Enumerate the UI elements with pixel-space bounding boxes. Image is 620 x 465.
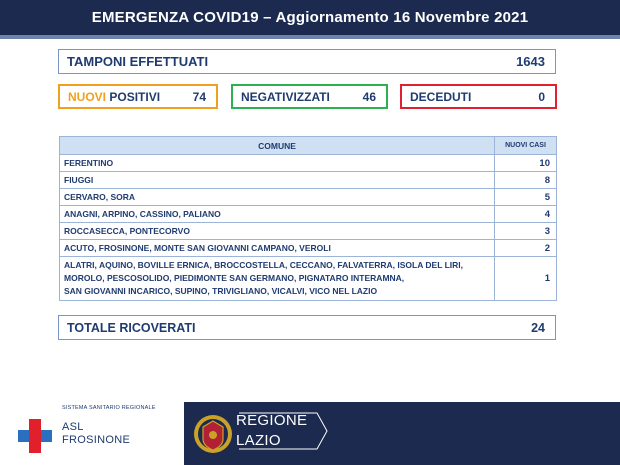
tamponi-box: [58, 49, 556, 74]
comune-header: COMUNE: [60, 137, 495, 155]
table-row: [60, 257, 557, 301]
deceduti-box: [400, 84, 557, 109]
comune-cell: ROCCASECCA, PONTECORVO: [60, 223, 495, 240]
nuovi-positivi-value: 74: [192, 89, 206, 104]
casi-cell: 3: [495, 223, 557, 240]
table-row: [60, 240, 557, 257]
negativizzati-label: NEGATIVIZZATI: [241, 89, 330, 104]
ricoverati-value: 24: [531, 320, 545, 335]
ricoverati-label: TOTALE RICOVERATI: [67, 320, 196, 335]
ssr-text: SISTEMA SANITARIO REGIONALE: [62, 405, 156, 411]
regione-lazio-emblem-icon: [192, 411, 234, 457]
regione-text: REGIONE: [236, 412, 308, 429]
tamponi-value: 1643: [516, 54, 545, 69]
table-row: [60, 172, 557, 189]
asl-name: ASL: [62, 421, 84, 433]
deceduti-value: 0: [538, 89, 545, 104]
comune-cell: [60, 257, 495, 301]
comune-cell: ANAGNI, ARPINO, CASSINO, PALIANO: [60, 206, 495, 223]
asl-logo-block: [18, 405, 178, 455]
nuovi-casi-header: NUOVI CASI: [495, 137, 557, 155]
header-stripe: [0, 35, 620, 39]
negativizzati-value: 46: [362, 89, 376, 104]
comune-line: MOROLO, PESCOSOLIDO, PIEDIMONTE SAN GERMANO, PIGNATARO INTERAMNA,: [64, 273, 405, 283]
casi-cell: 4: [495, 206, 557, 223]
page-title: EMERGENZA COVID19 – Aggiornamento 16 Novembre 2021: [91, 9, 529, 26]
table-row: [60, 189, 557, 206]
comune-line: SAN GIOVANNI INCARICO, SUPINO, TRIVIGLIANO, VICALVI, VICO NEL LAZIO: [64, 286, 378, 296]
table-row: [60, 223, 557, 240]
comune-cell: ACUTO, FROSINONE, MONTE SAN GIOVANNI CAMPANO, VEROLI: [60, 240, 495, 257]
casi-cell: 1: [495, 257, 557, 301]
table-row: [60, 206, 557, 223]
comuni-table: [59, 136, 557, 301]
negativizzati-box: [231, 84, 388, 109]
nuovi-label-highlight: NUOVI: [68, 89, 107, 104]
table-header-row: [60, 137, 557, 155]
positivi-label-rest: POSITIVI: [106, 89, 161, 104]
asl-cross-logo-icon: [18, 419, 52, 453]
ricoverati-box: [58, 315, 556, 340]
casi-cell: 2: [495, 240, 557, 257]
asl-city: FROSINONE: [62, 434, 131, 446]
comune-cell: FERENTINO: [60, 155, 495, 172]
comune-cell: FIUGGI: [60, 172, 495, 189]
tamponi-label: TAMPONI EFFETTUATI: [67, 54, 209, 69]
table-row: [60, 155, 557, 172]
regione-lazio-banner: [184, 402, 620, 465]
nuovi-positivi-box: [58, 84, 218, 109]
casi-cell: 5: [495, 189, 557, 206]
deceduti-label: DECEDUTI: [410, 89, 472, 104]
comune-line: ALATRI, AQUINO, BOVILLE ERNICA, BROCCOSTELLA, CECCANO, FALVATERRA, ISOLA DEL LIRI,: [64, 260, 464, 270]
nuovi-positivi-label: [68, 86, 160, 107]
casi-cell: 10: [495, 155, 557, 172]
header-bar: [0, 0, 620, 35]
comune-cell: CERVARO, SORA: [60, 189, 495, 206]
lazio-text: LAZIO: [236, 432, 281, 449]
casi-cell: 8: [495, 172, 557, 189]
